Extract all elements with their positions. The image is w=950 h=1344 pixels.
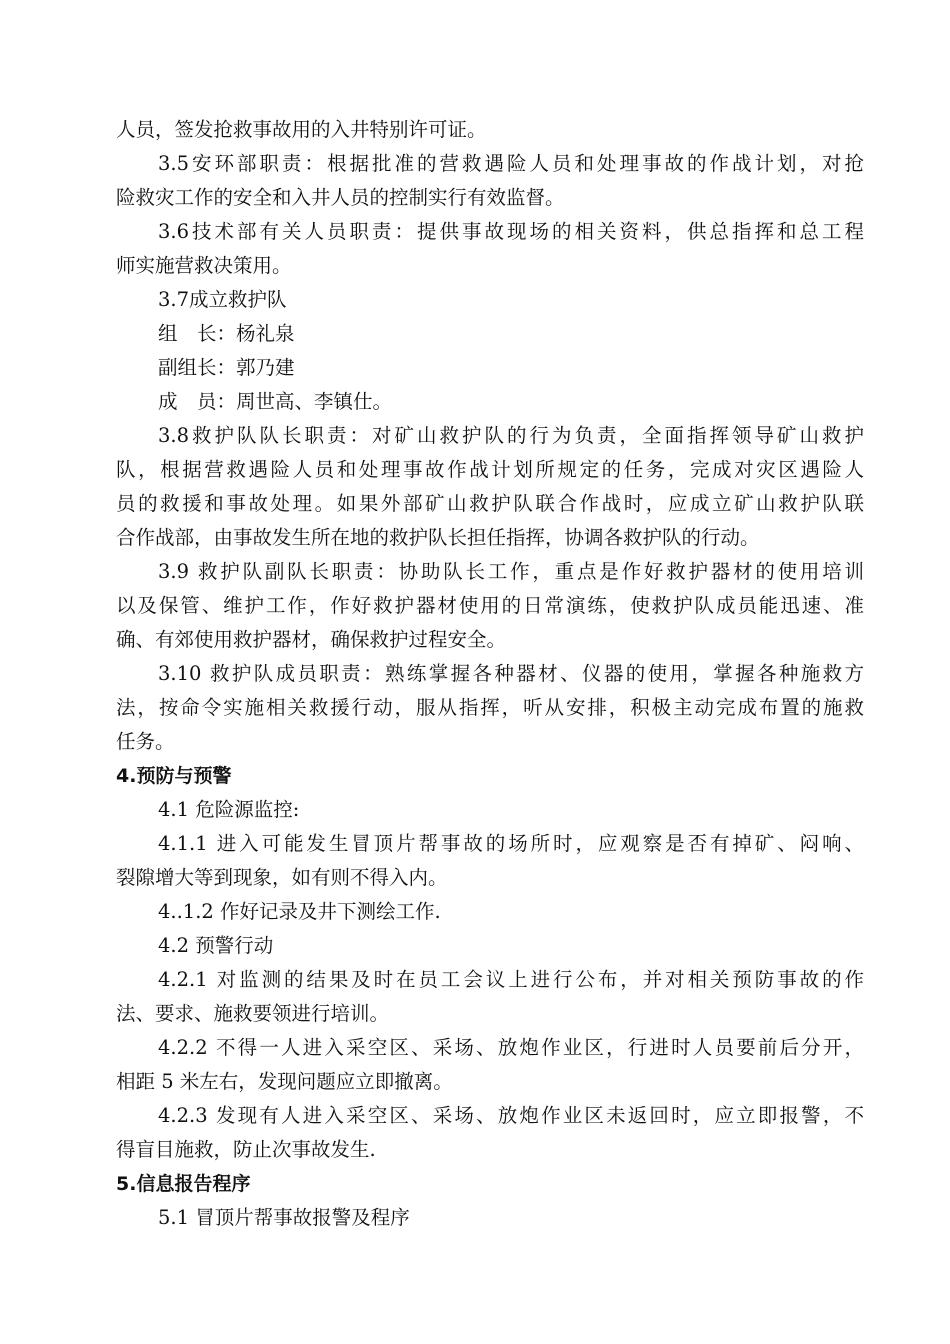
text-line: 合作战部，由事故发生所在地的救护队长担任指挥，协调各救护队的行动。 [116, 526, 760, 549]
text-line: 3.10 救护队成员职责：熟练掌握各种器材、仪器的使用，掌握各种施救方 [158, 662, 864, 685]
document-page [116, 113, 864, 1235]
text-line: 3.6技术部有关人员职责：提供事故现场的相关资料，供总指挥和总工程 [158, 220, 864, 243]
text-line: 3.5安环部职责：根据批准的营救遇险人员和处理事故的作战计划，对抢 [158, 152, 864, 175]
text-line: 3.9 救护队副队长职责：协助队长工作，重点是作好救护器材的使用培训 [158, 560, 864, 583]
text-line: 3.7成立救护队 [158, 288, 287, 311]
text-line: 任务。 [116, 730, 175, 753]
text-line: 人员，签发抢救事故用的入井特别许可证。 [116, 118, 487, 141]
text-line: 4..1.2 作好记录及井下测绘工作. [158, 900, 441, 923]
text-line: 4.1 危险源监控: [158, 798, 300, 821]
text-line: 险救灾工作的安全和入井人员的控制实行有效监督。 [116, 186, 565, 209]
text-line: 成 员：周世高、李镇仕。 [158, 390, 393, 413]
text-line: 5.1 冒顶片帮事故报警及程序 [158, 1206, 410, 1229]
text-line: 4.1.1 进入可能发生冒顶片帮事故的场所时，应观察是否有掉矿、闷响、 [158, 832, 864, 855]
text-line: 队，根据营救遇险人员和处理事故作战计划所规定的任务，完成对灾区遇险人 [116, 458, 864, 481]
text-line: 4.2.2 不得一人进入采空区、采场、放炮作业区，行进时人员要前后分开， [158, 1036, 864, 1059]
text-line: 法、要求、施救要领进行培训。 [116, 1002, 390, 1025]
text-line: 确、有郊使用救护器材，确保救护过程安全。 [116, 628, 507, 651]
text-line: 4.2.3 发现有人进入采空区、采场、放炮作业区未返回时，应立即报警，不 [158, 1104, 864, 1127]
text-line: 法，按命令实施相关救援行动，服从指挥，听从安排，积极主动完成布置的施救 [116, 696, 864, 719]
section-heading: 5.信息报告程序 [116, 1173, 251, 1195]
text-line: 裂隙增大等到现象，如有则不得入内。 [116, 866, 448, 889]
text-line: 3.8救护队队长职责：对矿山救护队的行为负责，全面指挥领导矿山救护 [158, 424, 864, 447]
text-line: 副组长：郭乃建 [158, 356, 295, 379]
text-line: 4.2.1 对监测的结果及时在员工会议上进行公布，并对相关预防事故的作 [158, 968, 864, 991]
text-line: 组 长：杨礼泉 [158, 322, 295, 345]
text-line: 相距 5 米左右，发现问题应立即撤离。 [116, 1070, 453, 1093]
text-line: 以及保管、维护工作，作好救护器材使用的日常演练，使救护队成员能迅速、准 [116, 594, 864, 617]
text-line: 得盲目施救，防止次事故发生. [116, 1138, 376, 1161]
section-heading: 4.预防与预警 [116, 765, 232, 787]
text-line: 4.2 预警行动 [158, 934, 274, 957]
text-line: 员的救援和事故处理。如果外部矿山救护队联合作战时，应成立矿山救护队联 [116, 492, 864, 515]
text-line: 师实施营救决策用。 [116, 254, 292, 277]
